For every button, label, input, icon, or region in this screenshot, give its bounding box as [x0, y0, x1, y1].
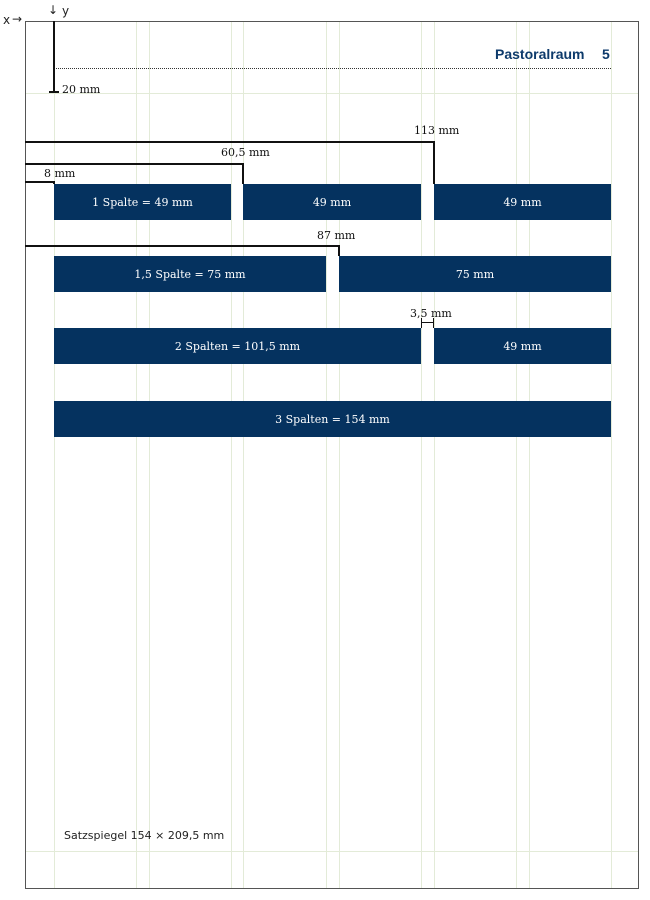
gutter-line: [421, 322, 434, 323]
col3-offset-label: 113 mm: [414, 124, 460, 137]
col3-offset-line: [25, 141, 435, 143]
col2-offset-label: 60,5 mm: [221, 146, 270, 159]
header-title: Pastoralraum: [495, 46, 585, 62]
y-axis-label: y: [62, 4, 70, 18]
grid-guide: [421, 22, 422, 888]
grid-guide: [136, 22, 137, 888]
col2-offset-tick: [242, 163, 244, 184]
half-offset-label: 87 mm: [317, 229, 356, 242]
col2-offset-line: [25, 163, 244, 165]
bar-2-col: 2 Spalten = 101,5 mm: [54, 328, 421, 364]
type-area-note: Satzspiegel 154 × 209,5 mm: [64, 829, 225, 842]
grid-guide: [326, 22, 327, 888]
grid-guide: [516, 22, 517, 888]
bar-1-col: 1 Spalte = 49 mm: [54, 184, 231, 220]
left-margin-line: [25, 181, 55, 183]
half-offset-tick: [338, 245, 340, 256]
top-margin-label: 20 mm: [62, 83, 101, 96]
page-frame: [25, 21, 639, 889]
grid-guide: [26, 93, 638, 94]
page-number: 5: [602, 46, 610, 62]
x-axis-arrow-icon: →: [12, 12, 23, 26]
grid-guide: [54, 22, 55, 888]
x-axis-label: x: [3, 13, 11, 27]
grid-guide: [529, 22, 530, 888]
top-margin-line: [53, 21, 55, 92]
bar-1-5-col: 1,5 Spalte = 75 mm: [54, 256, 326, 292]
left-margin-label: 8 mm: [44, 167, 76, 180]
grid-guide: [339, 22, 340, 888]
bar-1-5-col: 75 mm: [339, 256, 611, 292]
grid-guide: [149, 22, 150, 888]
bar-1-col: 49 mm: [434, 328, 611, 364]
header-rule: [54, 68, 611, 69]
bar-1-col: 49 mm: [434, 184, 611, 220]
bar-1-col: 49 mm: [243, 184, 421, 220]
bar-3-col: 3 Spalten = 154 mm: [54, 401, 611, 437]
gutter-label: 3,5 mm: [410, 307, 452, 320]
grid-guide: [611, 22, 612, 888]
half-offset-line: [25, 245, 340, 247]
y-axis-arrow-icon: ↓: [48, 3, 59, 17]
top-margin-tick: [49, 91, 59, 93]
col3-offset-tick: [433, 141, 435, 184]
grid-guide: [26, 851, 638, 852]
